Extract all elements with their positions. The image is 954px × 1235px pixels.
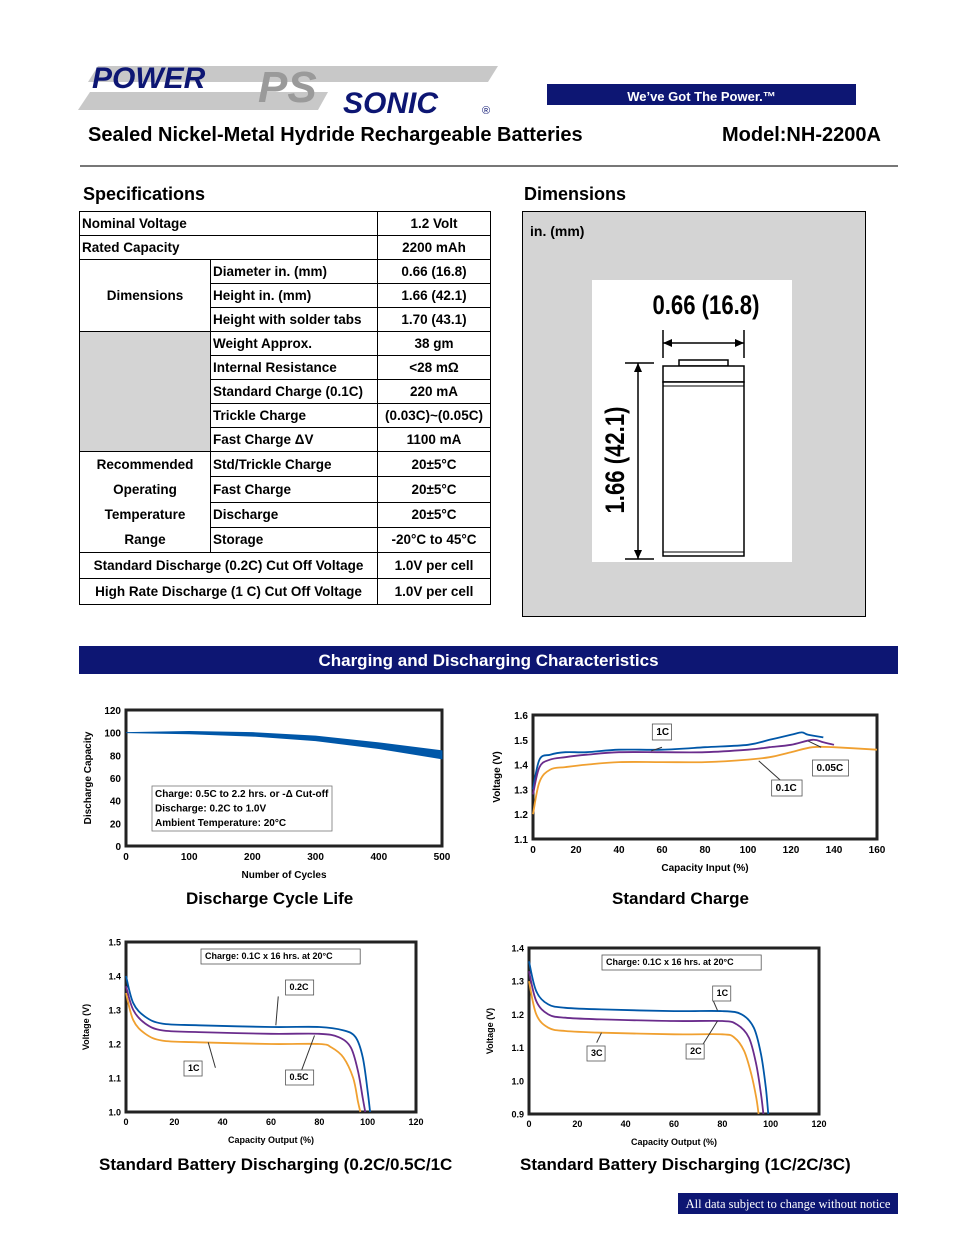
spec-label: Standard Discharge (0.2C) Cut Off Voltage	[80, 553, 378, 579]
series-label: 3C	[591, 1048, 603, 1058]
model-number: Model:NH-2200A	[722, 124, 881, 146]
y-axis-label: Discharge Capacity	[83, 731, 94, 825]
logo-ps-mark: PS	[258, 63, 317, 112]
registered-mark: ®	[482, 105, 491, 117]
series-label: Charge: 0.1C x 16 hrs. at 20°C	[606, 957, 734, 967]
series-label: 0.05C	[816, 763, 844, 774]
temp-group-line: Recommended	[96, 457, 194, 472]
spec-value: 20±5°C	[378, 477, 491, 502]
y-tick-label: 1.2	[514, 810, 528, 822]
spec-label: Diameter in. (mm)	[211, 260, 378, 284]
power-sonic-logo	[78, 58, 498, 118]
spec-value: 1.0V per cell	[378, 579, 491, 605]
series-label: 2C	[690, 1046, 702, 1056]
spec-label: Fast Charge ΔV	[211, 428, 378, 452]
plot-frame	[533, 715, 877, 839]
annotation-text: Charge: 0.5C to 2.2 hrs. or -Δ Cut-off	[155, 789, 329, 800]
table-row	[80, 236, 491, 260]
spec-label: Standard Charge (0.1C)	[211, 380, 378, 404]
x-tick-label: 40	[620, 1119, 631, 1129]
spec-label: Internal Resistance	[211, 356, 378, 380]
spec-label: Trickle Charge	[211, 404, 378, 428]
x-tick-label: 80	[314, 1117, 325, 1127]
dimensions-units: in. (mm)	[530, 223, 585, 239]
spec-label: Discharge	[211, 502, 378, 527]
spec-value: 1.2 Volt	[378, 212, 491, 236]
arrowhead-icon	[634, 550, 642, 559]
y-tick-label: 0.9	[511, 1109, 524, 1120]
x-tick-label: 20	[572, 1119, 583, 1129]
y-tick-label: 0	[115, 842, 121, 853]
x-tick-label: 120	[782, 845, 800, 856]
dimensions-group-label: Dimensions	[80, 260, 211, 332]
annotation-text: Discharge: 0.2C to 1.0V	[155, 803, 267, 815]
height-label: 1.66 (42.1)	[601, 406, 631, 514]
spec-label: Nominal Voltage	[80, 212, 378, 236]
spec-value: 38 gm	[378, 332, 491, 356]
y-tick-label: 1.4	[108, 971, 121, 982]
x-tick-label: 300	[307, 852, 324, 863]
y-tick-label: 1.4	[514, 760, 528, 772]
chart-title: Standard Battery Discharging (0.2C/0.5C/1C	[99, 1155, 453, 1174]
y-tick-label: 1.1	[514, 835, 528, 846]
y-axis-label: Voltage (V)	[492, 751, 503, 803]
arrowhead-icon	[735, 339, 744, 347]
x-tick-label: 0	[530, 845, 536, 856]
series-label: 1C	[656, 727, 670, 738]
spec-label: Weight Approx.	[211, 332, 378, 356]
battery-dimension-drawing	[592, 280, 792, 562]
x-tick-label: 500	[433, 852, 451, 863]
spec-label: Height with solder tabs	[211, 308, 378, 332]
x-tick-label: 200	[244, 852, 261, 863]
spec-value: 2200 mAh	[378, 236, 491, 260]
x-tick-label: 40	[613, 845, 625, 856]
x-tick-label: 0	[526, 1119, 532, 1129]
battery-terminal	[679, 360, 728, 366]
series-label: 1C	[716, 988, 729, 998]
x-tick-label: 20	[169, 1117, 180, 1127]
x-tick-label: 60	[265, 1117, 277, 1127]
misc-group-cell	[80, 332, 211, 452]
x-tick-label: 0	[123, 852, 129, 863]
specifications-heading: Specifications	[83, 184, 206, 204]
y-axis-label: Voltage (V)	[81, 1003, 91, 1051]
x-tick-label: 100	[180, 852, 198, 863]
spec-label: Std/Trickle Charge	[211, 452, 378, 477]
x-tick-label: 400	[370, 852, 388, 863]
discharge-1c-2c-3c-chart	[483, 940, 833, 1148]
dimensions-heading: Dimensions	[524, 184, 627, 204]
x-tick-label: 120	[811, 1119, 827, 1129]
chart-title: Discharge Cycle Life	[186, 889, 354, 908]
discharge-cycle-life-chart	[79, 700, 459, 890]
x-axis-label: Capacity Output (%)	[227, 1135, 315, 1145]
spec-value: (0.03C)~(0.05C)	[378, 404, 491, 428]
y-tick-label: 1.5	[514, 735, 528, 747]
y-tick-label: 1.3	[108, 1005, 121, 1016]
spec-label: Fast Charge	[211, 477, 378, 502]
temp-group-line: Range	[124, 532, 166, 547]
chart-title: Standard Battery Discharging (1C/2C/3C)	[520, 1155, 851, 1174]
spec-value: 20±5°C	[378, 502, 491, 527]
x-axis-label: Capacity Output (%)	[630, 1137, 718, 1147]
y-tick-label: 60	[109, 774, 121, 785]
y-axis-label: Voltage (V)	[485, 1007, 495, 1055]
standard-charge-chart	[488, 704, 888, 886]
y-tick-label: 1.6	[514, 711, 528, 722]
y-tick-label: 1.5	[108, 937, 121, 948]
section-banner: Charging and Discharging Characteristics	[79, 646, 898, 674]
series-label: 1C	[188, 1063, 200, 1073]
y-tick-label: 40	[109, 796, 121, 808]
x-axis-label: Number of Cycles	[241, 870, 327, 881]
y-tick-label: 1.0	[108, 1107, 121, 1118]
spec-value: 0.66 (16.8)	[378, 260, 491, 284]
x-tick-label: 60	[656, 845, 668, 856]
table-row	[80, 553, 491, 579]
discharge-02c-05c-1c-chart	[79, 932, 429, 1148]
spec-value: 220 mA	[378, 380, 491, 404]
x-axis-label: Capacity Input (%)	[661, 863, 749, 874]
y-tick-label: 1.1	[108, 1073, 121, 1084]
spec-value: 1.0V per cell	[378, 553, 491, 579]
logo-word-sonic: SONIC	[343, 87, 439, 118]
y-tick-label: 1.2	[108, 1039, 121, 1050]
series-label: 0.5C	[289, 1072, 309, 1082]
x-tick-label: 40	[217, 1117, 228, 1127]
spec-label: Rated Capacity	[80, 236, 378, 260]
table-row	[80, 452, 491, 477]
specifications-table	[79, 211, 491, 605]
spec-value: -20°C to 45°C	[378, 527, 491, 552]
y-tick-label: 1.0	[511, 1076, 524, 1087]
arrowhead-icon	[663, 339, 672, 347]
document-title: Sealed Nickel-Metal Hydride Rechargeable Batteries	[88, 124, 583, 146]
y-tick-label: 100	[104, 728, 121, 740]
x-tick-label: 100	[763, 1119, 779, 1129]
spec-value: 1.70 (43.1)	[378, 308, 491, 332]
y-tick-label: 1.4	[511, 943, 524, 954]
x-tick-label: 20	[570, 845, 582, 856]
x-tick-label: 80	[717, 1119, 728, 1129]
header-divider	[80, 165, 898, 167]
y-tick-label: 1.1	[511, 1043, 524, 1054]
series-label: Charge: 0.1C x 16 hrs. at 20°C	[205, 951, 333, 961]
series-label: 0.1C	[775, 783, 797, 794]
y-tick-label: 1.2	[511, 1009, 524, 1020]
y-tick-label: 20	[109, 819, 121, 831]
spec-value: 20±5°C	[378, 452, 491, 477]
x-tick-label: 140	[825, 845, 843, 856]
spec-label: Storage	[211, 527, 378, 552]
table-row	[80, 212, 491, 236]
footer-notice: All data subject to change without notice	[678, 1193, 898, 1214]
temp-group-line: Temperature	[104, 507, 186, 522]
x-tick-label: 80	[699, 845, 711, 856]
spec-label: High Rate Discharge (1 C) Cut Off Voltage	[80, 579, 378, 605]
temperature-group-label	[80, 452, 211, 553]
battery-top-cap	[663, 366, 744, 382]
spec-label: Height in. (mm)	[211, 284, 378, 308]
table-row	[80, 332, 491, 356]
tagline-banner: We’ve Got The Power.™	[547, 84, 856, 105]
x-tick-label: 100	[360, 1117, 376, 1127]
table-row	[80, 260, 491, 284]
y-tick-label: 80	[109, 751, 121, 763]
chart-title: Standard Charge	[612, 889, 749, 908]
x-tick-label: 120	[408, 1117, 424, 1127]
annotation-text: Ambient Temperature: 20°C	[155, 818, 287, 829]
temp-group-line: Operating	[113, 482, 177, 497]
x-tick-label: 100	[739, 845, 757, 856]
y-tick-label: 1.3	[511, 976, 524, 987]
diameter-label: 0.66 (16.8)	[652, 291, 760, 321]
y-tick-label: 1.3	[514, 785, 528, 797]
x-tick-label: 160	[868, 845, 886, 856]
series-label: 0.2C	[289, 982, 309, 992]
spec-value: 1.66 (42.1)	[378, 284, 491, 308]
spec-value: <28 mΩ	[378, 356, 491, 380]
battery-body	[663, 382, 744, 556]
spec-value: 1100 mA	[378, 428, 491, 452]
x-tick-label: 60	[668, 1119, 680, 1129]
x-tick-label: 0	[123, 1117, 129, 1127]
table-row	[80, 579, 491, 605]
logo-word-power: POWER	[92, 62, 206, 95]
y-tick-label: 120	[104, 706, 121, 717]
arrowhead-icon	[634, 363, 642, 372]
